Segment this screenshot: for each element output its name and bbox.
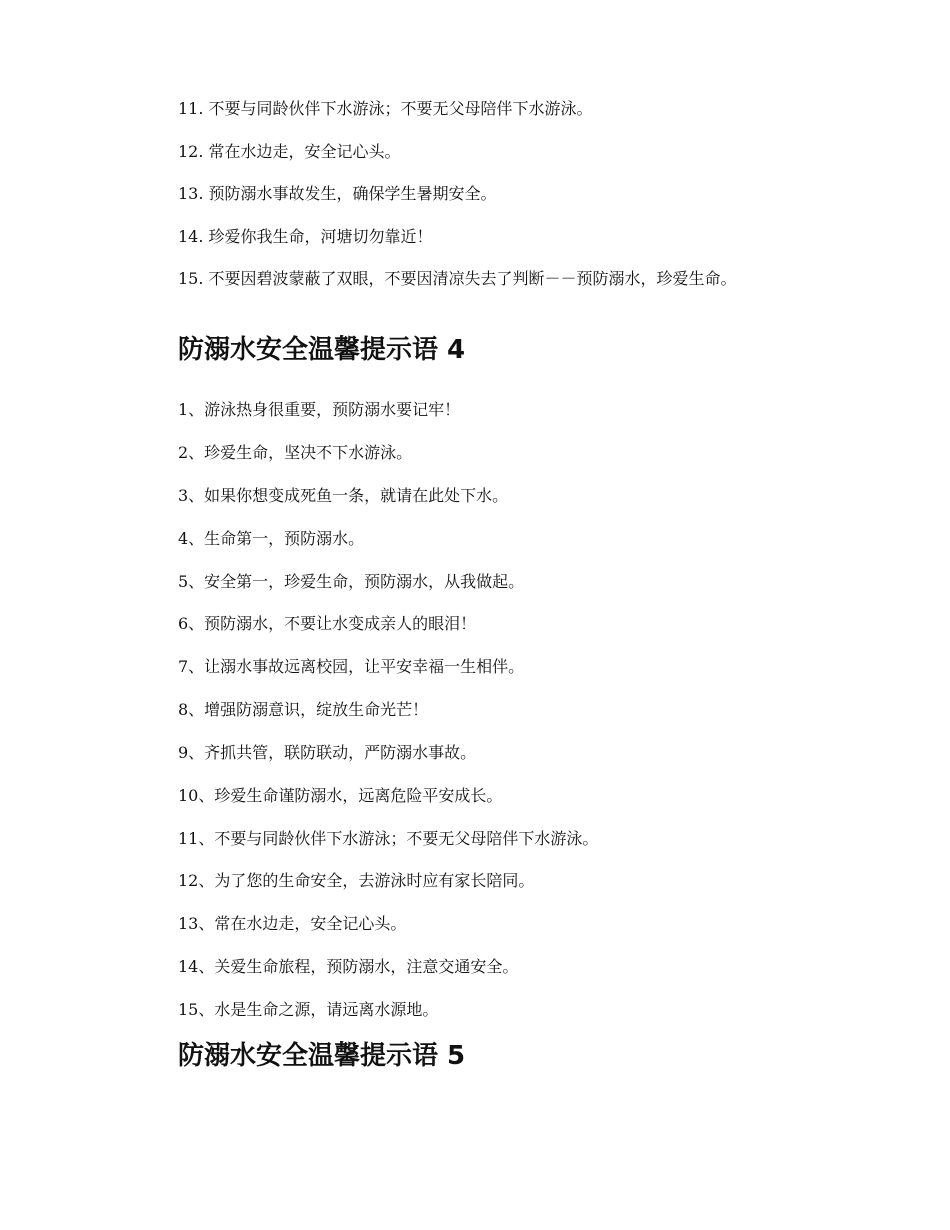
list-item: 13. 预防溺水事故发生，确保学生暑期安全。 xyxy=(178,184,497,203)
list-item: 15. 不要因碧波蒙蔽了双眼，不要因清凉失去了判断－－预防溺水，珍爱生命。 xyxy=(178,269,737,288)
list-item: 11. 不要与同龄伙伴下水游泳；不要无父母陪伴下水游泳。 xyxy=(178,99,593,118)
list-item: 9、齐抓共管，联防联动，严防溺水事故。 xyxy=(178,743,477,762)
list-item: 12. 常在水边走，安全记心头。 xyxy=(178,142,401,161)
list-item: 10、珍爱生命谨防溺水，远离危险平安成长。 xyxy=(178,786,503,805)
list-item: 14. 珍爱你我生命，河塘切勿靠近！ xyxy=(178,227,433,246)
section-heading: 防溺水安全温馨提示语 4 xyxy=(178,335,466,365)
list-item: 8、增强防溺意识，绽放生命光芒！ xyxy=(178,700,429,719)
list-item: 15、水是生命之源，请远离水源地。 xyxy=(178,1000,439,1019)
list-item: 13、常在水边走，安全记心头。 xyxy=(178,914,407,933)
list-item: 2、珍爱生命，坚决不下水游泳。 xyxy=(178,443,413,462)
list-item: 12、为了您的生命安全，去游泳时应有家长陪同。 xyxy=(178,871,535,890)
list-item: 4、生命第一，预防溺水。 xyxy=(178,529,365,548)
list-item: 3、如果你想变成死鱼一条，就请在此处下水。 xyxy=(178,486,509,505)
list-item: 14、关爱生命旅程，预防溺水，注意交通安全。 xyxy=(178,957,519,976)
section-heading: 防溺水安全温馨提示语 5 xyxy=(178,1041,466,1071)
list-item: 1、游泳热身很重要，预防溺水要记牢！ xyxy=(178,400,461,419)
list-item: 5、安全第一，珍爱生命，预防溺水，从我做起。 xyxy=(178,572,525,591)
list-item: 6、预防溺水，不要让水变成亲人的眼泪！ xyxy=(178,614,477,633)
list-item: 7、让溺水事故远离校园，让平安幸福一生相伴。 xyxy=(178,657,525,676)
list-item: 11、不要与同龄伙伴下水游泳；不要无父母陪伴下水游泳。 xyxy=(178,829,599,848)
